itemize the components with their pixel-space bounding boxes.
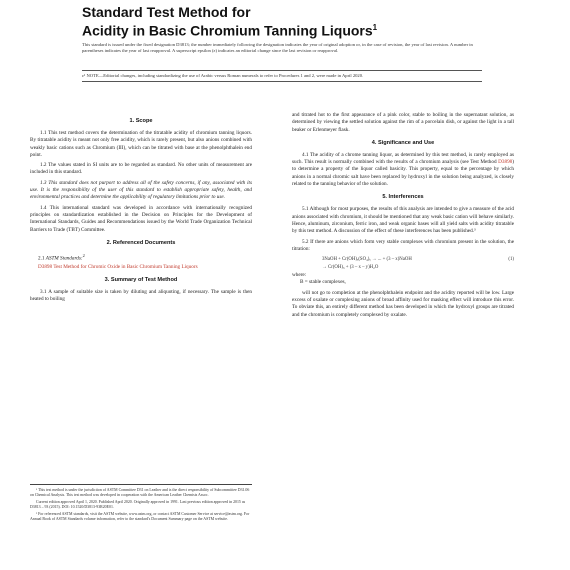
title-line-1: Standard Test Method for — [82, 4, 251, 20]
footnote-edition: Current edition approved April 1, 2020. Published April 2020. Originally approved in 1991. Last previous edition approved in 2015 as D3813 – 93 (2015). DOI: 10.1520/D3813-93R20E01. — [30, 500, 246, 509]
right-column — [292, 112, 514, 322]
section-heading-summary: 3. Summary of Test Method — [104, 277, 178, 284]
equation-1-text: 3NaOH + Cr(OH)ₓ(SO₄)ᵧ → ... + (3 – x)NaOH — [322, 257, 412, 263]
variable-definition: B = stable complexes, — [300, 279, 346, 286]
equation-1-number: (1) — [508, 257, 514, 263]
title-text: Acidity in Basic Chromium Tanning Liquors — [82, 22, 373, 39]
footnotes — [30, 484, 252, 524]
ref-footnote-marker: 2 — [82, 252, 85, 258]
section-heading-references: 2. Referenced Documents — [106, 239, 176, 246]
equation-line-2: → Cr(OH)₃ + (3 – x – y)H₂O — [322, 265, 379, 271]
interferences-para-3: will not go to completion at the phenolphthalein endpoint and the acidity reported will be low. Large excess of oxalate or complexing anions of broad affinity used for masking effect will introduce this error. To obviate this, an entirely different method has been developed in which the hydroxyl groups are titrated and the chromium is completely complexed by oxalate. — [292, 289, 514, 318]
footnote-2: ² For referenced ASTM standards, visit the ASTM website, www.astm.org, or contact ASTM Customer Service at service@astm.org. For Annual Book of ASTM Standards volume information, refer to the standard's Document Summary page on the ASTM website. — [30, 512, 250, 521]
summary-para-1: 3.1 A sample of suitable size is taken by diluting and aliquoting, if necessary. The sample is then heated to boiling — [30, 289, 252, 303]
document-title — [82, 4, 502, 39]
ref-label: ASTM Standards: — [45, 255, 83, 262]
title-line-2 — [82, 20, 502, 39]
where-label: where: — [292, 272, 307, 279]
section-heading-significance: 4. Significance and Use — [371, 139, 435, 146]
section-heading-interferences: 5. Interferences — [382, 194, 424, 201]
scope-para-2: 1.2 The values stated in SI units are to be regarded as standard. No other units of measurement are included in this standard. — [30, 162, 252, 176]
section-heading-scope: 1. Scope — [129, 118, 153, 124]
interferences-para-1: 5.1 Although for most purposes, the results of this analysis are intended to give a measure of the acid anions associated with chromium, it should be mentioned that any weak basic cation will behave similarly. Hence, aluminum, zirconium, ferric iron, and weak organic bases will all yield salts with acidity titratable by this test method. A discussion of the effect of these interferences has been published.³ — [292, 206, 514, 235]
scope-para-1: 1.1 This test method covers the determination of the titratable acidity of chromium tanning liquors. By titratable acidity is meant not only free acidity, which is rarely present, but also anions combined with weakly basic cations such as Chromium (III), which can be titrated with base at the phenolphthalein end point. — [30, 130, 252, 158]
reference-astm-standards — [30, 252, 252, 263]
summary-continued: and titrated hot to the first appearance of a pink color, stable to boiling in the supernatant solution, as determined by viewing the settled solution against the rim of a porcelain dish, or against the light in a tall beaker or Erlenmeyer flask. — [292, 112, 514, 133]
significance-text-b: ) to determine a property of the liquor called basicity. This property, equal to the percentage by which anions in a normal chromic salt have been replaced by hydroxyl in the solution being analyzed, is closely related to the tanning behavior of the solution. — [292, 159, 514, 188]
scope-para-3: 1.3 This standard does not purport to address all of the safety concerns, if any, associated with its use. It is the responsibility of the user of this standard to establish appropriate safety, health, and environmental practices and determine the applicability of regulatory limitations prior to use. — [30, 179, 252, 201]
left-column — [30, 112, 252, 307]
title-footnote-marker: 1 — [372, 23, 378, 32]
significance-text-a: 4.1 The acidity of a chrome tanning liquor, as determined by this test method, is rarely employed as such. This result is normally combined with the results of a chromium analysis (see Test Method — [292, 151, 514, 166]
link-d3898[interactable]: D3898 — [498, 159, 513, 166]
footnote-1: ¹ This test method is under the jurisdiction of ASTM Committee D31 on Leather and is the direct responsibility of Subcommittee D31.06 on Chemical Analysis. This test method was developed in cooperation with the American Leather Chemists Assoc. — [30, 488, 250, 497]
equation-line-1 — [292, 256, 514, 264]
reference-link-d3898[interactable]: D3898 Test Method for Chromic Oxide in Basic Chromium Tanning Liquors — [38, 263, 198, 270]
ref-number: 2.1 — [38, 255, 46, 262]
designation-notice: This standard is issued under the fixed designation D3813; the number immediately following the designation indicates the year of original adoption or, in the case of revision, the year of last revision. A number in parentheses indicates the year of last reapproval. A superscript epsilon (ε) indicates an editorial change since the last revision or reapproval. — [82, 42, 473, 53]
scope-para-4: 1.4 This international standard was developed in accordance with internationally recognized principles on standardization established in the Decision on Principles for the Development of International Standards, Guides and Recommendations issued by the World Trade Organization Technical Barriers to Trade (TBT) Committee. — [30, 204, 252, 233]
editorial-note: ε¹ NOTE—Editorial changes, including standardizing the use of Arabic versus Roman numerals to refer to Procedures 1 and 2, were made in April 2020. — [82, 70, 482, 82]
significance-para-1 — [292, 152, 514, 188]
interferences-para-2: 5.2 If there are anions which form very stable complexes with chromium present in the solution, the titration: — [292, 238, 514, 252]
